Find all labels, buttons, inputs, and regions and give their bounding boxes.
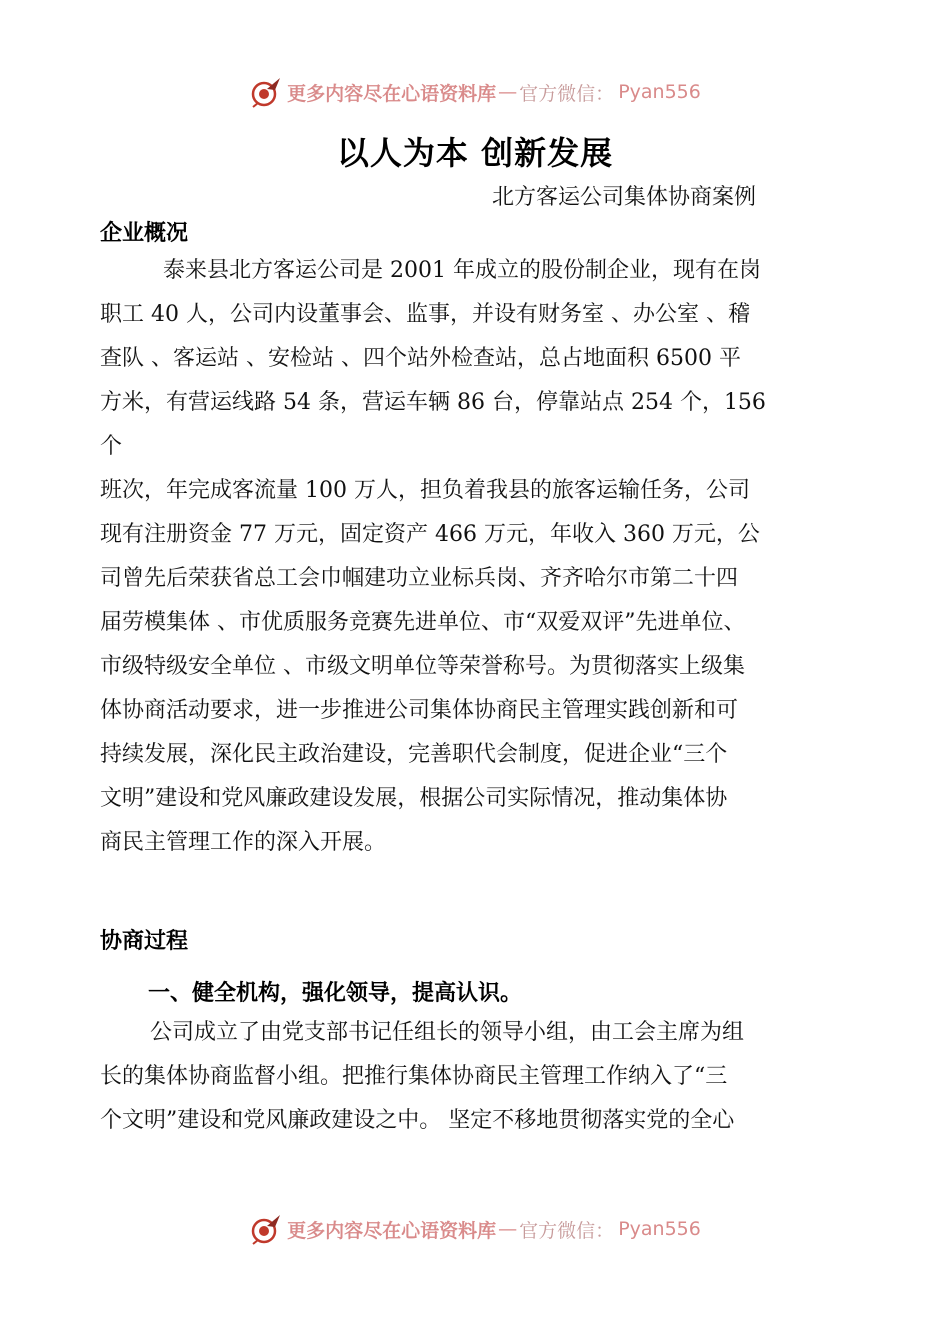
watermark-main-text: 更多内容尽在心语资料库	[287, 82, 497, 105]
paragraph-line: 个文明”建设和党风廉政建设之中。 坚定不移地贯彻落实党的全心	[100, 1108, 735, 1133]
paragraph-line: 班次，年完成客流量 100 万人，担负着我县的旅客运输任务，公司	[100, 478, 750, 503]
paragraph-line: 泰来县北方客运公司是 2001 年成立的股份制企业，现有在岗	[163, 258, 761, 283]
paragraph-line: 公司成立了由党支部书记任组长的领导小组，由工会主席为组	[150, 1020, 745, 1045]
paragraph-line: 个	[100, 434, 123, 459]
paragraph-line: 现有注册资金 77 万元，固定资产 466 万元，年收入 360 万元，公	[100, 522, 760, 547]
watermark-separator: —	[498, 81, 518, 103]
paragraph-line: 方米，有营运线路 54 条，营运车辆 86 台，停靠站点 254 个，156	[100, 390, 766, 415]
document-subtitle: 北方客运公司集体协商案例	[492, 185, 757, 210]
subsection-heading: 一、健全机构，强化领导，提高认识。	[148, 981, 523, 1006]
quill-pen-logo-icon	[249, 75, 283, 109]
watermark-header	[0, 72, 950, 112]
paragraph-line: 届劳模集体 、市优质服务竞赛先进单位、市“双爱双评”先进单位、	[100, 610, 746, 635]
watermark-separator: —	[498, 1218, 518, 1240]
watermark-label: 官方微信：	[519, 82, 615, 105]
paragraph-line: 体协商活动要求，进一步推进公司集体协商民主管理实践创新和可	[100, 698, 739, 723]
paragraph-line: 文明”建设和党风廉政建设发展，根据公司实际情况，推动集体协	[100, 786, 728, 811]
quill-pen-logo-icon	[249, 1212, 283, 1246]
document-title: 以人为本 创新发展	[336, 134, 614, 172]
paragraph-line: 查队 、客运站 、安检站 、四个站外检查站，总占地面积 6500 平	[100, 346, 741, 371]
paragraph-line: 长的集体协商监督小组。把推行集体协商民主管理工作纳入了“三	[100, 1064, 728, 1089]
section-heading-overview: 企业概况	[100, 221, 189, 246]
paragraph-line: 市级特级安全单位 、市级文明单位等荣誉称号。为贯彻落实上级集	[100, 654, 745, 679]
watermark-footer	[0, 1209, 950, 1249]
watermark-label: 官方微信：	[519, 1219, 615, 1242]
watermark-account: Pyan556	[618, 1218, 701, 1240]
watermark-main-text: 更多内容尽在心语资料库	[287, 1219, 497, 1242]
paragraph-line: 持续发展，深化民主政治建设，完善职代会制度，促进企业“三个	[100, 742, 728, 767]
watermark-account: Pyan556	[618, 81, 701, 103]
paragraph-line: 职工 40 人，公司内设董事会、监事，并设有财务室 、办公室 、稽	[100, 302, 750, 327]
paragraph-line: 司曾先后荣获省总工会巾帼建功立业标兵岗、齐齐哈尔市第二十四	[100, 566, 739, 591]
paragraph-line: 商民主管理工作的深入开展。	[100, 830, 387, 855]
section-heading-process: 协商过程	[100, 929, 189, 954]
